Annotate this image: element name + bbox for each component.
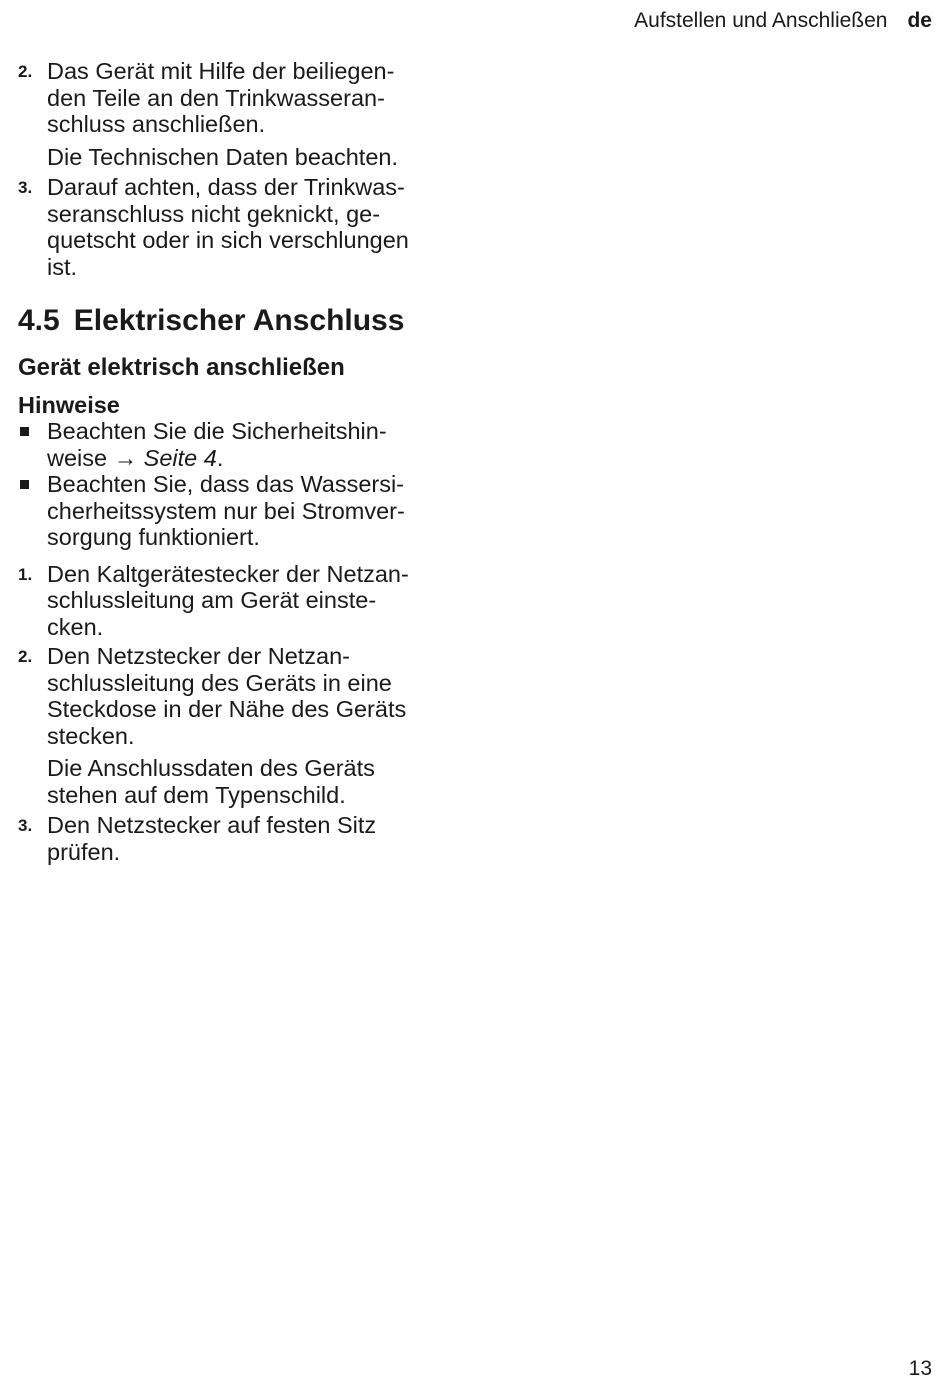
page-reference-link[interactable]: Seite 4: [143, 444, 217, 471]
step-text-line: Den Netzstecker auf festen Sitz: [47, 812, 377, 838]
step-text-line: den Teile an den Trinkwasseran-: [47, 84, 385, 111]
step-number: 3.: [18, 178, 33, 197]
step-text-line: Steckdose in der Nähe des Geräts: [47, 696, 407, 722]
section-title: Elektrischer Anschluss: [73, 304, 405, 337]
step-text-line: schlussleitung des Geräts in eine: [47, 669, 392, 696]
step-text-line: stecken.: [47, 722, 135, 749]
step-3: [18, 812, 463, 865]
subsection-heading: Gerät elektrisch anschließen: [18, 354, 345, 381]
page-number: 13: [908, 1357, 932, 1380]
note-text-line: [47, 445, 463, 472]
main-column: [18, 58, 463, 865]
note-text-line: Beachten Sie, dass das Wassersi-: [47, 471, 405, 497]
result-text-line: Die Anschlussdaten des Geräts: [47, 755, 375, 781]
result-text-line: stehen auf dem Typenschild.: [47, 781, 346, 808]
step-text-line: Den Kaltgerätestecker der Netzan-: [47, 560, 409, 587]
step-text-line: cken.: [47, 613, 104, 640]
note-text: weise: [47, 444, 114, 471]
step-text-line: Darauf achten, dass der Trinkwas-: [47, 174, 405, 200]
step-number: 1.: [18, 564, 33, 584]
step-text-line: schluss anschließen.: [47, 111, 266, 137]
header-language-code: de: [907, 9, 932, 32]
note-item: [18, 418, 463, 471]
step-text-line: Das Gerät mit Hilfe der beiliegen-: [47, 58, 395, 84]
note-text: .: [216, 444, 224, 471]
section-heading: [18, 303, 463, 339]
step-number: 2.: [18, 647, 33, 666]
step-text-line: Den Netzstecker der Netzan-: [47, 643, 351, 669]
notes-heading: Hinweise: [18, 392, 120, 418]
header-section-title: Aufstellen und Anschließen: [634, 9, 888, 32]
step-text-line: ist.: [47, 253, 78, 280]
section-number: 4.5: [18, 304, 60, 337]
note-text-line: Beachten Sie die Sicherheitshin-: [47, 418, 387, 444]
step-text-line: seranschluss nicht geknickt, ge-: [47, 200, 381, 227]
step-text-line: quetscht oder in sich verschlungen: [47, 227, 409, 253]
step-number: 2.: [18, 62, 33, 81]
intro-step-3: [18, 174, 463, 280]
step-result: Die Technischen Daten beachten.: [47, 143, 398, 170]
note-text-line: sorgung funktioniert.: [47, 524, 260, 550]
page-header: [634, 8, 932, 34]
note-text-line: cherheitssystem nur bei Stromver-: [47, 497, 405, 524]
bullet-square-icon: [20, 427, 29, 436]
step-number: 3.: [18, 816, 33, 835]
step-2: [18, 643, 463, 749]
step-result: [18, 755, 463, 808]
arrow-right-icon: →: [113, 444, 138, 471]
step-text-line: prüfen.: [47, 838, 121, 865]
step-text-line: schlussleitung am Gerät einste-: [47, 587, 377, 613]
bullet-square-icon: [20, 480, 29, 489]
intro-step-2: [18, 58, 463, 138]
note-item: [18, 471, 463, 551]
step-1: [18, 561, 463, 641]
